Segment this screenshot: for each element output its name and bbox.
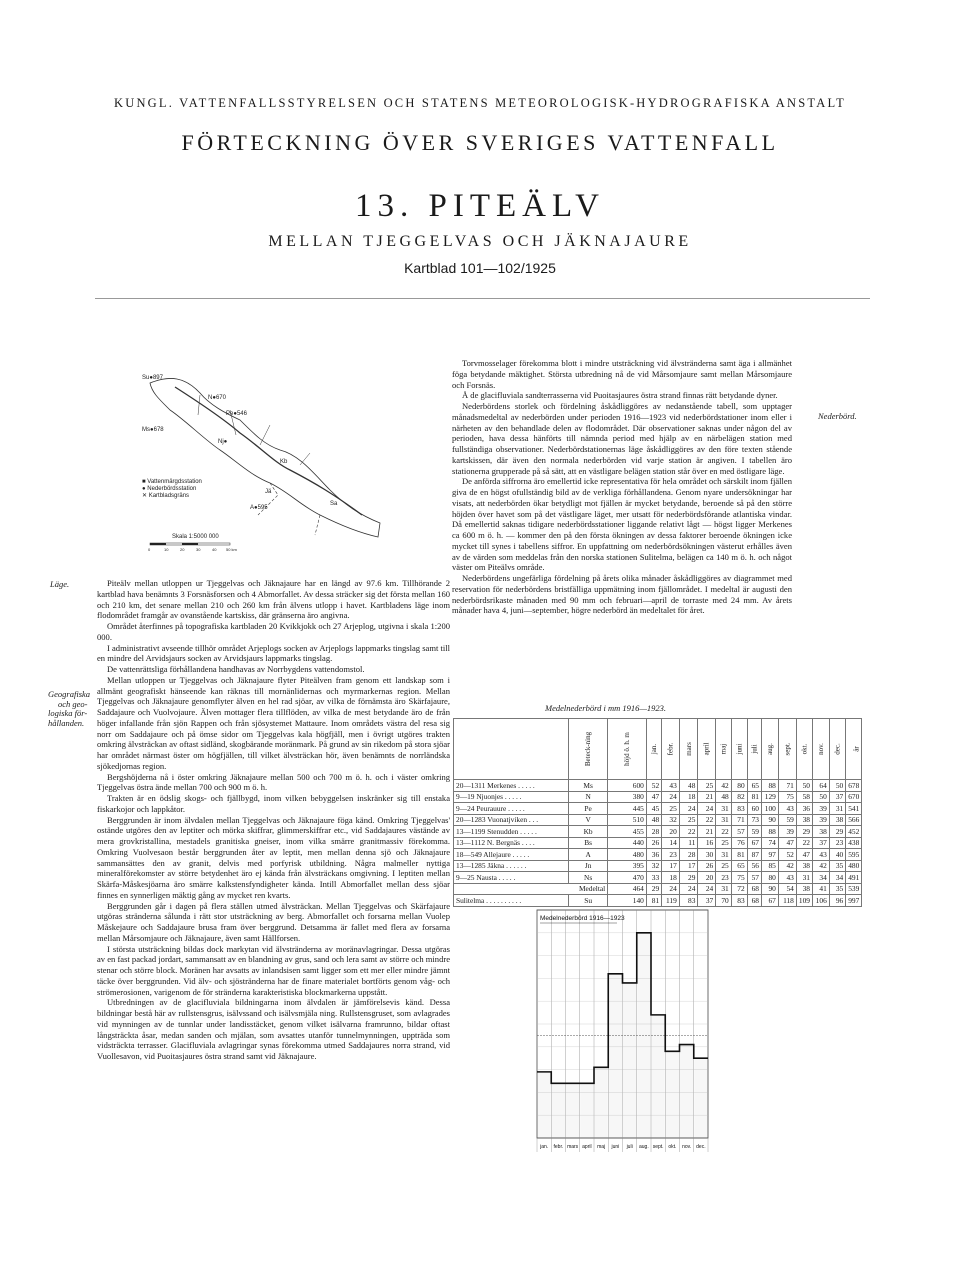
chart-bar (552, 1083, 565, 1138)
table-cell: 85 (761, 860, 778, 872)
map-legend: ■ Vattenmärgdsstation (142, 479, 202, 485)
map-legend: ● Nederbördsstation (142, 486, 197, 492)
table-cell: 21 (698, 826, 716, 838)
table-cell: 42 (812, 860, 829, 872)
map-label: Su●897 (142, 375, 163, 381)
table-cell: 17 (679, 860, 698, 872)
table-cell: 480 (846, 860, 862, 872)
chart-x-tick: mars (567, 1144, 579, 1150)
paragraph: De vattenrättsliga förhållandena handhavas av Norrbygdens vattendomstol. (107, 664, 365, 674)
station-code: Ms (569, 780, 608, 792)
table-cell: 48 (646, 814, 661, 826)
table-cell: 32 (662, 814, 680, 826)
chart-x-tick: sept. (652, 1144, 664, 1150)
table-cell: 87 (747, 849, 761, 861)
col-header: jan. (646, 719, 661, 780)
table-cell: 80 (761, 872, 778, 884)
table-cell: 440 (608, 837, 647, 849)
col-header: dec. (829, 719, 845, 780)
header-river: 13. PITEÄLV (355, 188, 605, 224)
table-cell: 541 (846, 803, 862, 815)
table-cell: 600 (608, 780, 647, 792)
table-cell: 88 (761, 780, 778, 792)
table-cell: 28 (679, 849, 698, 861)
table-cell: 129 (761, 791, 778, 803)
table-cell: 39 (778, 826, 796, 838)
table-cell: 33 (646, 872, 661, 884)
table-cell: 24 (662, 883, 680, 895)
map-label: Pe●546 (226, 411, 247, 417)
table-cell: 83 (731, 803, 747, 815)
table-cell: 43 (662, 780, 680, 792)
table-cell: 38 (812, 826, 829, 838)
table-cell: 81 (646, 895, 661, 907)
table-cell: 20 (662, 826, 680, 838)
table-cell: 74 (761, 837, 778, 849)
table-cell: 54 (778, 883, 796, 895)
table-cell: 48 (716, 791, 732, 803)
table-cell: 470 (608, 872, 647, 884)
chart-x-tick: juli (626, 1144, 633, 1150)
table-cell: 464 (608, 883, 647, 895)
table-cell: 18 (679, 791, 698, 803)
header-subtitle: MELLAN TJEGGELVAS OCH JÄKNAJAURE (268, 233, 692, 250)
table-cell: 56 (747, 860, 761, 872)
table-cell: 595 (846, 849, 862, 861)
scale-tick: 20 (180, 547, 185, 552)
table-caption: Medelnederbörd i mm 1916—1923. (545, 703, 667, 713)
station-code: Su (569, 895, 608, 907)
table-cell: 31 (716, 849, 732, 861)
scale-tick: 50 km (226, 547, 237, 552)
station-code: A (569, 849, 608, 861)
table-row (454, 814, 862, 826)
table-cell: 65 (747, 780, 761, 792)
table-cell: 50 (812, 791, 829, 803)
margin-note-nederbord: Nederbörd. (818, 411, 857, 421)
table-cell: 37 (698, 895, 716, 907)
station-name: 13—1112 N. Bergnäs . . . . (454, 837, 569, 849)
table-cell: 25 (716, 837, 732, 849)
map-label: N●670 (208, 395, 226, 401)
table-cell: 29 (829, 826, 845, 838)
header-title: FÖRTECKNING ÖVER SVERIGES VATTENFALL (181, 130, 779, 155)
table-cell: 39 (812, 803, 829, 815)
paragraph: Trakten är en ödslig skogs- och fjällbygd, inom vilken bebyggelsen inskränker sig till enstaka fiskarkojor och lappkåtor. (97, 793, 450, 814)
chart-bar (566, 1083, 579, 1138)
station-code: V (569, 814, 608, 826)
paragraph: Nederbördens storlek och fördelning åskådliggöres av nedanstående tabell, som upptager månadsmedeltal av nederbörden under perioden 1916—1923 vid nederbördstationer inom eller i närheten av den behandlade delen av flodområdet. Där observationer saknas under någon del av perioden, hava dessa hänförts till nämnda period med hjälp av en närbelägen station med fullständiga observationer. Nederbördstationernas läge åskådliggöres av den före texten stående kartskissen, där även den normala nederbörden vid varje station är angiven. I tabellen äro stationerna grupperade på så sätt, att en västligare belägen station står över en med östligare läge. (452, 401, 792, 476)
table-cell: 37 (829, 791, 845, 803)
table-row (454, 780, 862, 792)
paragraph: Bergshöjderna nå i öster omkring Jäknajaure mellan 500 och 700 m ö. h. och i väster omkring Tjeggelvas östra ände mellan 700 och 900 m ö. h. (97, 771, 450, 793)
chart-bar (694, 1058, 707, 1138)
table-row (454, 803, 862, 815)
station-code: N (569, 791, 608, 803)
table-cell: 58 (796, 791, 812, 803)
table-cell: 22 (796, 837, 812, 849)
table-cell: 50 (796, 780, 812, 792)
margin-line: och geo- (58, 698, 88, 709)
chart-bar (666, 1051, 679, 1138)
station-name: 13—1199 Stenudden . . . . . (454, 826, 569, 838)
table-cell: 65 (731, 860, 747, 872)
table-cell: 81 (731, 849, 747, 861)
station-name: 9—25 Nausta . . . . . (454, 872, 569, 884)
table-cell: 96 (829, 895, 845, 907)
chart-bar (595, 1067, 608, 1138)
paragraph: Utbredningen av de glacifluviala bildningarna inom älvdalen är jämförelsevis känd. Dessa bildningar bestå här av rullstensgrus, isälvssand och isälvsmjäla ning. Rullstensgruset, som avlagrades vid mynningen av de tunnlar under landisstäcket, genom vilket isälvarna framrunno, bildar oftast långsträckta åsar, medan sanden och mjälan, som avsattes utanför tunnelmynningen, uppträda som vidsträckta terrasser. Glacifluviala avlagringar synas förekomma utmed Saddajaures norra strand, vid Vuollesavon, vid Puoitasjaures östra strand samt vid Jäknajaure. (97, 997, 450, 1061)
table-cell: 68 (747, 883, 761, 895)
table-header-row (454, 719, 862, 780)
table-cell: 73 (747, 814, 761, 826)
chart-x-tick: april (582, 1144, 592, 1150)
chart-x-tick: febr. (553, 1144, 564, 1150)
paragraph: I administrativt avseende tillhör området Arjeplogs socken av Arjeplogs lappmarks tingslag samt till en mindre del Arvidsjaurs socken av Arvidsjaurs lappmarks tingslag. (97, 642, 450, 664)
table-cell: 75 (778, 791, 796, 803)
station-name: 13—1285 Jäkna . . . . . . (454, 860, 569, 872)
table-cell: 35 (829, 883, 845, 895)
table-cell: 81 (747, 791, 761, 803)
table-cell: 43 (812, 849, 829, 861)
table-cell: 47 (796, 849, 812, 861)
chart-bar (609, 974, 622, 1138)
table-cell: 38 (796, 814, 812, 826)
table-cell: 510 (608, 814, 647, 826)
margin-note-lage: Läge. (50, 579, 70, 589)
table-cell: 32 (646, 860, 661, 872)
table-cell: 539 (846, 883, 862, 895)
scale-tick: 40 (212, 547, 217, 552)
table-cell: 395 (608, 860, 647, 872)
table-cell: 26 (698, 860, 716, 872)
table-cell: 38 (796, 860, 812, 872)
table-cell: 28 (646, 826, 661, 838)
table-cell: 23 (716, 872, 732, 884)
table-cell: 670 (846, 791, 862, 803)
table-cell: 24 (698, 803, 716, 815)
table-cell: 37 (812, 837, 829, 849)
station-code: Pe (569, 803, 608, 815)
table-cell: 59 (778, 814, 796, 826)
table-cell: 452 (846, 826, 862, 838)
chart-bar (580, 1083, 593, 1138)
table-cell: 64 (812, 780, 829, 792)
station-code: Ns (569, 872, 608, 884)
col-header: nov. (812, 719, 829, 780)
table-cell: 42 (778, 860, 796, 872)
table-cell: 17 (662, 860, 680, 872)
chart-title: Medelnederbörd 1916—1923 (540, 915, 625, 922)
table-cell: 31 (716, 883, 732, 895)
table-row (454, 872, 862, 884)
table-cell: 72 (731, 883, 747, 895)
table-cell: 57 (747, 872, 761, 884)
paragraph: I största utsträckning bildas dock markytan vid älvstränderna av moränavlagringar. Dessa utgöras av en fast packad jordart, sammansatt av en blandning av grus, sand och lera samt av större och mindre stenar och större block. Moränen har avsatts av inlandsisen samt ligger som ett mer eller mindre jämnt täcke över berggrunden. Vid älv- och sjöstränderna har de finare materialet bortförts genom våg- och strömerosionen, varigenom de för stränderna karakteristiska blockmarkerna uppstått. (97, 943, 450, 997)
table-cell: 52 (646, 780, 661, 792)
table-cell: 36 (646, 849, 661, 861)
station-name: 20—1283 Vuonatjviken . . . (454, 814, 569, 826)
station-name: 18—549 Allejaure . . . . . (454, 849, 569, 861)
precipitation-chart (535, 890, 710, 1155)
map-label: Sa (330, 501, 338, 507)
table-row (454, 860, 862, 872)
table-cell: 31 (796, 872, 812, 884)
table-cell: 30 (698, 849, 716, 861)
table-cell: 34 (812, 872, 829, 884)
chart-bar (623, 983, 636, 1138)
table-cell: 50 (829, 780, 845, 792)
chart-x-tick: okt. (668, 1144, 677, 1150)
table-cell: 109 (796, 895, 812, 907)
table-cell: 68 (747, 895, 761, 907)
table-cell: 455 (608, 826, 647, 838)
paragraph: Området återfinnes på topografiska kartbladen 20 Kvikkjokk och 27 Arjeplog, utgivna i skala 1:200 000. (97, 621, 450, 642)
table-cell: 38 (796, 883, 812, 895)
river-map (140, 365, 390, 555)
station-name: 9—24 Peurauure . . . . . (454, 803, 569, 815)
table-cell: 83 (731, 895, 747, 907)
paragraph: Nederbördens ungefärliga fördelning på årets olika månader åskådliggöres av diagrammet med reservation för nederbördens bristfälliga uppmätning inom fjällområdet. I medeltal är augusti den nederbördsrikaste månaden med 90 mm och februari—april de torraste med 24 mm. Av årets månader hava 4, juni—september, högre nederbörd än medeltalet för året. (452, 573, 792, 616)
station-name: Sulitelma . . . . . . . . . . (454, 895, 569, 907)
table-cell: 140 (608, 895, 647, 907)
col-header: febr. (662, 719, 680, 780)
table-cell: 106 (812, 895, 829, 907)
table-cell: 90 (761, 883, 778, 895)
table-cell: 18 (662, 872, 680, 884)
paragraph: Å de glacifluviala sandterrasserna vid Puoitasjaures östra strand finnas rätt betydande dyner. (462, 390, 778, 401)
chart-x-tick: juni (611, 1144, 620, 1150)
col-header: juli (747, 719, 761, 780)
table-cell: 480 (608, 849, 647, 861)
header-rule (95, 298, 870, 299)
table-cell: 43 (778, 803, 796, 815)
table-cell: 59 (747, 826, 761, 838)
table-cell: 26 (646, 837, 661, 849)
table-row (454, 826, 862, 838)
paragraph: Berggrunden går i dagen på flera ställen utmed älvsträckan. Mellan Tjeggelvas och Skärfajaure utgöras stränderna sålunda i rätt stor utsträckning av berg. Abmorfallet och forsarna mellan Vuolep Måskejaure och Saddajaure brusa fram över berggrund. Detsamma är fallet med flera av forsarna mellan Mårsomjaure och Jäknajaure, även samt Hällforsen. (97, 900, 450, 943)
table-cell: 29 (646, 883, 661, 895)
table-cell: 118 (778, 895, 796, 907)
table-cell: 997 (846, 895, 862, 907)
margin-note-geografiska (48, 690, 90, 728)
chart-bar (652, 1015, 665, 1138)
col-header: Beteck-ning (569, 719, 608, 780)
table-cell: 67 (747, 837, 761, 849)
table-cell: 22 (716, 826, 732, 838)
table-cell: 42 (716, 780, 732, 792)
table-cell: 24 (679, 883, 698, 895)
table-cell: 71 (778, 780, 796, 792)
table-cell: 60 (747, 803, 761, 815)
chart-bar (637, 933, 650, 1138)
scale-tick: 0 (148, 547, 151, 552)
header-kartblad: Kartblad 101—102/1925 (404, 260, 556, 276)
station-name: 9—19 Njuonjes . . . . . (454, 791, 569, 803)
scale-tick: 30 (196, 547, 201, 552)
table-cell: 22 (679, 826, 698, 838)
paragraph: De anförda siffrorna äro emellertid icke representativa för hela området och särskilt inom fjällen giva de en högst ofullständig bild av de verkliga förhållandena. Genom nyare undersökningar har visats, att nederbörden ökar betydligt mot fjällen är mycket betydande, beroende så på den större höjden över havet som på det västligare läget, mer utsatt för nederbördsförande atlantiska vindar. Då emellertid saknas tidigare nederbördsstationer liggande relativt lågt — högst ligger Merkenes ca 600 m ö. h. — kommer den på den första ökningen av dessa faktorer beroende ökningen icke mycket till synes i tabellens siffror. En uppfattning om nederbördsökningen västerut erhålles även av de värden som meddelas från den norska stationen Sulitelma, belägen ca 140 m ö. h. och något väster om Piteälvs område. (452, 476, 792, 573)
table-cell: 25 (698, 780, 716, 792)
table-cell: 67 (761, 895, 778, 907)
table-cell: 31 (829, 803, 845, 815)
table-cell: 24 (679, 803, 698, 815)
table-cell: 45 (646, 803, 661, 815)
table-cell: 35 (829, 860, 845, 872)
table-cell: 41 (812, 883, 829, 895)
table-cell: 29 (679, 872, 698, 884)
table-cell: 47 (646, 791, 661, 803)
map-label: Nj● (218, 439, 228, 445)
table-cell: 48 (679, 780, 698, 792)
table-cell: 24 (698, 883, 716, 895)
col-header: juni (731, 719, 747, 780)
map-legend: ✕ Kartbladsgräns (142, 493, 190, 499)
col-header (454, 719, 569, 780)
col-header: mars (679, 719, 698, 780)
table-cell: 25 (679, 814, 698, 826)
chart-bar (538, 1072, 551, 1138)
col-header: okt. (796, 719, 812, 780)
col-header: aug. (761, 719, 778, 780)
map-scale: Skala 1:5000 000 (172, 534, 219, 540)
station-code: Jn (569, 860, 608, 872)
map-label: A●595 (250, 505, 268, 511)
col-header: april (698, 719, 716, 780)
table-cell: 52 (778, 849, 796, 861)
precipitation-table (453, 718, 862, 907)
table-cell: 40 (829, 849, 845, 861)
margin-line: hållanden. (48, 717, 85, 728)
station-code: Kb (569, 826, 608, 838)
medeltal-label: Medeltal (454, 883, 608, 895)
table-cell: 445 (608, 803, 647, 815)
right-text-column (452, 358, 792, 616)
table-cell: 21 (698, 791, 716, 803)
col-header: höjd ö. h. m (608, 719, 647, 780)
table-cell: 88 (761, 826, 778, 838)
table-cell: 29 (796, 826, 812, 838)
table-cell: 80 (731, 780, 747, 792)
scale-tick: 10 (164, 547, 169, 552)
table-cell: 34 (829, 872, 845, 884)
table-cell: 20 (698, 872, 716, 884)
table-cell: 31 (716, 803, 732, 815)
table-cell: 14 (662, 837, 680, 849)
station-code: Bs (569, 837, 608, 849)
table-cell: 11 (679, 837, 698, 849)
table-cell: 16 (698, 837, 716, 849)
paragraph: Torvmosselager förekomma blott i mindre utsträckning vid älvstränderna samt äga i allmänhet föga betydande mäktighet. Största utbredning nå de vid Mårsomjaure samt mellan Mårsomjaure och Forsnäs. (452, 358, 792, 390)
table-cell: 39 (812, 814, 829, 826)
paragraph: Mellan utloppen ur Tjeggelvas och Jäknajaure flyter Piteälven fram genom ett landskap som i allmänt geografiskt hänseende kan räknas till mornänlidernas och myrmarkernas region. Mellan Tjeggelvas och Jäknajaure genomflyter älven en hel rad sjöar, av vilka de förnämsta äro Skärfajaure, Saddajaure och Vuolvojaure. Älven mottager flera tillflöden, av vilka de mest betydande äro de från höger infallande från sjön Rappen och från sjösystemet Mattaure. Inom områdets västra del resa sig norr om Saddajaure och på ömse sidor om Tjeggelvas kala högfjäll, men i övrigt utgöres trakten omkring älvsträckan av oftast sidländ, skogbärande moränmark. På grund av sin rikedom på stora sjöar har området närmast öster om högfjällen, till vilket älvsträckan hör, även benämnts de norrländska sjökedjornas region. (97, 674, 450, 771)
table-row (454, 849, 862, 861)
table-cell: 25 (716, 860, 732, 872)
chart-bar (680, 1045, 693, 1138)
table-cell: 97 (761, 849, 778, 861)
col-header: sept. (778, 719, 796, 780)
map-label: Ms●678 (142, 427, 164, 433)
chart-x-tick: dec. (696, 1144, 706, 1150)
col-header: maj (716, 719, 732, 780)
table-cell: 31 (716, 814, 732, 826)
table-cell: 119 (662, 895, 680, 907)
map-label: Kb (280, 459, 288, 465)
table-cell: 57 (731, 826, 747, 838)
table-row (454, 791, 862, 803)
chart-x-tick: aug. (639, 1144, 649, 1150)
margin-line: logiska för- (48, 708, 88, 718)
paragraph: Piteälv mellan utloppen ur Tjeggelvas och Jäknajaure har en längd av 97.6 km. Tillhörande 2 kartblad hava benämnts 3 Forsnäsforsen och 4 Abmorfallet. Av dessa sträcker sig det första mellan 160 och 210 km, det senare mellan 210 och 260 km från älvens utlopp i havet. Kartbladens läge inom flodområdet framgår av ovanstående kartskiss, där gränserna äro angivna. (97, 578, 450, 621)
table-cell: 71 (731, 814, 747, 826)
table-cell: 43 (778, 872, 796, 884)
table-cell: 438 (846, 837, 862, 849)
left-text-column (97, 578, 450, 1062)
station-name: 20—1311 Merkenes . . . . . (454, 780, 569, 792)
col-header: år (846, 719, 862, 780)
table-cell: 23 (829, 837, 845, 849)
table-cell: 90 (761, 814, 778, 826)
chart-x-tick: maj (597, 1144, 606, 1150)
header-org: KUNGL. VATTENFALLSSTYRELSEN OCH STATENS METEOROLOGISK-HYDROGRAFISKA ANSTALT (113, 96, 847, 110)
table-cell: 23 (662, 849, 680, 861)
table-cell: 22 (698, 814, 716, 826)
table-cell: 36 (796, 803, 812, 815)
table-cell: 678 (846, 780, 862, 792)
table-cell: 25 (662, 803, 680, 815)
table-cell: 100 (761, 803, 778, 815)
chart-x-tick: nov. (682, 1144, 692, 1150)
chart-x-tick: jan. (540, 1144, 549, 1150)
map-label: Jä (265, 489, 272, 495)
scale-bar (148, 543, 238, 552)
table-cell: 82 (731, 791, 747, 803)
table-row (454, 837, 862, 849)
table-cell: 380 (608, 791, 647, 803)
margin-line: Geografiska (48, 689, 91, 699)
table-cell: 70 (716, 895, 732, 907)
table-cell: 566 (846, 814, 862, 826)
table-cell: 38 (829, 814, 845, 826)
table-cell: 83 (679, 895, 698, 907)
paragraph: Berggrunden är inom älvdalen mellan Tjeggelvas och Jäknajaure föga känd. Omkring Tjeggelvas' ostände utgöres den av leptiter och mörka skiffrar, glimmerskiffrar etc., vid Saddajaures västände av mera grovkristallina, mestadels granitiska gneiser, inom vilka smärre granitmassiv förekomma. Omkring Vuolvesaon består berggrunden åter av leptit, men mellan denna sjö och Jäknajaure sammansättes den av granit, delvis med porfyrisk utbildning. Några malmeller nyttiga mineralförekomster av större betydenhet äro ej kända från älvsträckans omgivning. I leptiten mellan Skärfa-Måskesjöarna äro smärre kalkstensfyndigheter kända. Intill Abmorfallet mellan dess sjöar finnes en synnerligen mäktig gång av mycket ren kvarts. (97, 814, 450, 900)
table-cell: 76 (731, 837, 747, 849)
table-cell: 24 (662, 791, 680, 803)
table-cell: 47 (778, 837, 796, 849)
table-cell: 491 (846, 872, 862, 884)
table-cell: 75 (731, 872, 747, 884)
